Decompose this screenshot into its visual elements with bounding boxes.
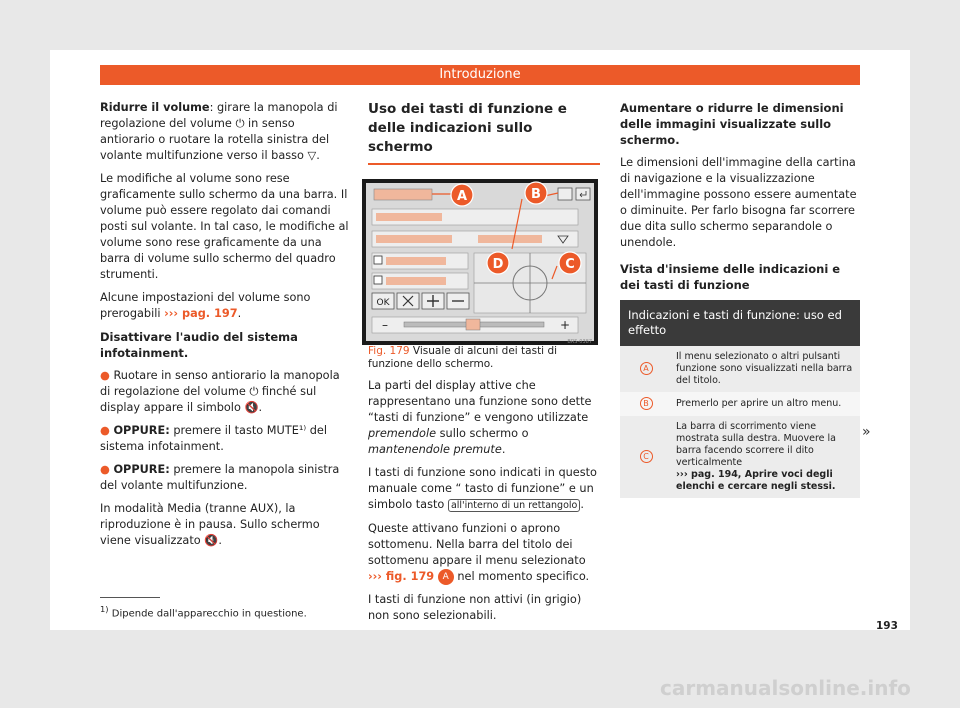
- footnote-rule: [100, 597, 160, 598]
- bullet-item: ● OPPURE: premere la manopola sinistra del volante multifunzione.: [100, 463, 340, 492]
- letter-badge: A: [438, 569, 454, 585]
- continue-marker: »: [862, 424, 871, 440]
- watermark: carmanualsonline.info: [660, 676, 911, 700]
- column-right: [620, 100, 860, 498]
- paragraph-key-notation: I tasti di funzione sono indicati in questo manuale come “ tasto di funzione” e un simbolo tasto all'interno di un rettangolo .: [368, 466, 597, 511]
- footnote: $^{1)}$ Dipende dall'apparecchio in questione.: [100, 604, 307, 620]
- figure-caption: Fig. 179 Visuale di alcuni dei tasti di funzione dello schermo.: [368, 345, 558, 370]
- callout-c: C: [565, 257, 575, 272]
- subhead-overview: Vista d'insieme delle indicazioni e dei tasti di funzione: [620, 262, 841, 292]
- paragraph-zoom: Le dimensioni dell'immagine della cartina di navigazione e la visualizzazione dell'immagine possono essere aumentate o diminuite. Per farlo bisogna far scorrere due dita sullo schermo separandole o unendole.: [620, 156, 857, 249]
- bullet-item: ● Ruotare in senso antiorario la manopola di regolazione del volume ⏻ finché sul display appare il simbolo 🔇.: [100, 369, 340, 414]
- table-cell: Premerlo per aprire un altro menu.: [672, 392, 860, 416]
- screen-illustration: [362, 179, 598, 345]
- section-title: Uso dei tasti di funzione e delle indicazioni sullo schermo: [368, 100, 600, 165]
- table-row: [620, 346, 860, 392]
- paragraph-reduce-volume: Ridurre il volume: girare la manopola di regolazione del volume ⏻ in senso antiorario o ruotare la rotella sinistra del volante multifunzione verso il basso ▽.: [100, 101, 338, 162]
- letter-badge: B: [640, 397, 653, 410]
- paragraph-submenus: Queste attivano funzioni o aprono sottomenu. Nella barra del titolo dei sottomenu appare il menu selezionato ››› fig. 179 A nel momento specifico.: [368, 522, 590, 583]
- figure-link[interactable]: ››› fig. 179: [368, 570, 435, 583]
- figure-code: BRS-0387: [567, 339, 592, 345]
- letter-badge: C: [640, 450, 653, 463]
- callout-b: B: [531, 187, 541, 202]
- volume-minus-label: –: [382, 318, 388, 332]
- chapter-header: Introduzione: [100, 65, 860, 85]
- figure-screen-buttons: [362, 179, 598, 345]
- table-header: Indicazioni e tasti di funzione: uso ed effetto: [620, 300, 860, 346]
- volume-plus-label: +: [560, 318, 571, 332]
- paragraph-inactive-keys: I tasti di funzione non attivi (in grigio) non sono selezionabili.: [368, 593, 582, 622]
- paragraph-media-mode: In modalità Media (tranne AUX), la riproduzione è in pausa. Sullo schermo viene visualizzato 🔇.: [100, 502, 320, 547]
- table-cell: Il menu selezionato o altri pulsanti funzione sono visualizzati nella barra del titolo.: [672, 346, 860, 392]
- subhead-zoom: Aumentare o ridurre le dimensioni delle immagini visualizzate sullo schermo.: [620, 101, 844, 147]
- ok-button-label: OK: [376, 298, 390, 308]
- paragraph-function-keys: La parti del display attive che rappresentano una funzione sono dette “tasti di funzione” e vengono utilizzate premendole sullo schermo o mantenendole premute.: [368, 379, 592, 456]
- letter-badge: A: [640, 362, 653, 375]
- boxed-key-example: all'interno di un rettangolo: [448, 499, 580, 512]
- bullet-item: ● OPPURE: premere il tasto MUTE¹⁾ del sistema infotainment.: [100, 424, 327, 453]
- subhead-mute: Disattivare l'audio del sistema infotainment.: [100, 330, 298, 360]
- callout-a: A: [456, 189, 468, 204]
- table-cell: La barra di scorrimento viene mostrata sulla destra. Muovere la barra facendo scorrere il dito verticalmente ››› pag. 194, Aprire voci degli elenchi e cercare negli stessi.: [672, 416, 860, 498]
- table-row: [620, 416, 860, 498]
- page-number: 193: [876, 620, 898, 632]
- paragraph-volume-graphic: Le modifiche al volume sono rese graficamente sullo schermo da una barra. Il volume può essere regolato dai comandi posti sul volante. In tal caso, le modifiche al volume sono rese graficamente da una barra di volume sullo schermo del quadro strumenti.: [100, 172, 349, 281]
- indications-table: [620, 300, 860, 498]
- table-row: [620, 392, 860, 416]
- column-middle: [368, 100, 600, 631]
- page-link[interactable]: ››› pag. 197: [164, 307, 238, 320]
- paragraph-preset: Alcune impostazioni del volume sono prerogabili ››› pag. 197.: [100, 291, 311, 320]
- callout-d: D: [492, 257, 504, 272]
- column-left: [100, 100, 350, 556]
- page-link[interactable]: ››› pag. 194, Aprire voci degli elenchi e cercare negli stessi.: [676, 469, 836, 492]
